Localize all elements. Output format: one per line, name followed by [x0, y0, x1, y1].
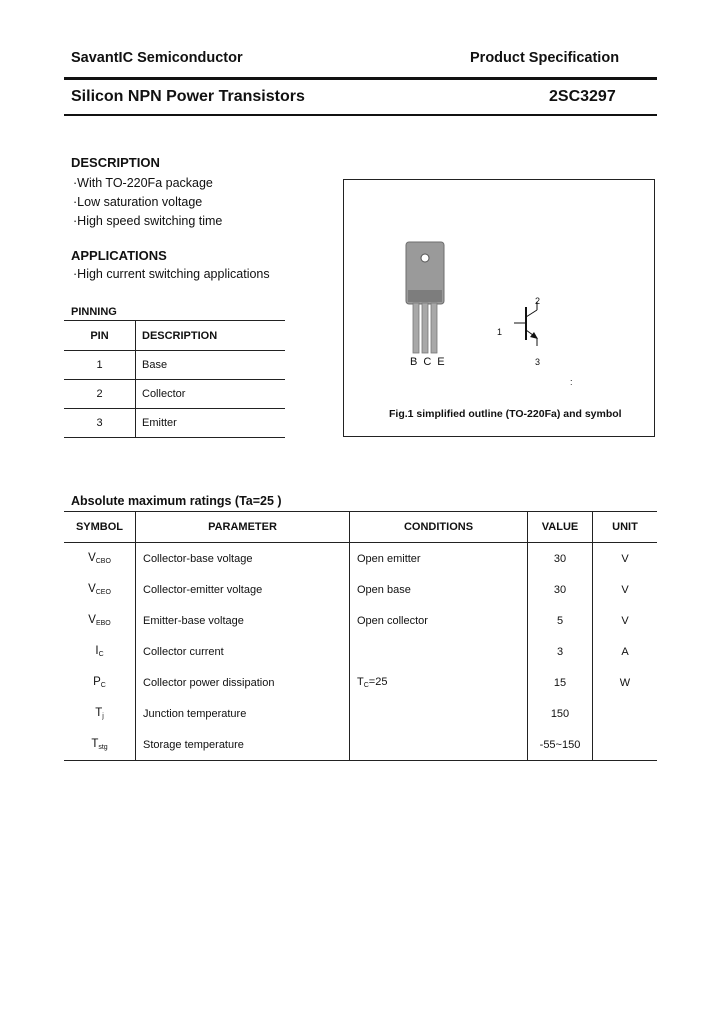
symbol-label-emitter: 3: [535, 357, 541, 367]
pinning-header-row: [64, 321, 285, 351]
parameter-cell: Collector power dissipation: [136, 667, 350, 698]
unit-header: UNIT: [593, 512, 658, 543]
table-row: [64, 698, 657, 729]
applications-item: ·High current switching applications: [73, 267, 270, 281]
value-cell: 30: [528, 574, 593, 605]
table-row: [64, 729, 657, 761]
symbol-letter: P: [93, 676, 101, 688]
pin-number: 3: [64, 409, 136, 438]
conditions-cell: [350, 636, 528, 667]
pin-number: 2: [64, 380, 136, 409]
pin-header: PIN: [64, 321, 136, 351]
description-item: ·Low saturation voltage: [73, 195, 203, 209]
symbol-header: SYMBOL: [64, 512, 136, 543]
table-row: [64, 667, 657, 698]
lead-label-c: C: [423, 356, 438, 368]
symbol-subscript: CBO: [95, 558, 111, 565]
symbol-cell: [64, 729, 136, 761]
symbol-collector-line: [526, 310, 537, 317]
condition-subscript: C: [363, 682, 369, 689]
table-row: [64, 574, 657, 605]
description-item: ·With TO-220Fa package: [73, 176, 213, 190]
condition-value: =25: [368, 676, 388, 688]
description-item: ·High speed switching time: [73, 214, 223, 228]
symbol-subscript: CEO: [95, 589, 111, 596]
parameter-cell: Emitter-base voltage: [136, 605, 350, 636]
table-row: [64, 636, 657, 667]
conditions-cell: [350, 698, 528, 729]
symbol-subscript: stg: [98, 744, 108, 751]
header-rule-top: [64, 77, 657, 80]
conditions-cell: Open collector: [350, 605, 528, 636]
table-row: [64, 351, 285, 380]
lead-labels: [410, 356, 451, 368]
value-cell: 3: [528, 636, 593, 667]
table-row: [64, 409, 285, 438]
parameter-cell: Storage temperature: [136, 729, 350, 761]
pin-description: Emitter: [136, 409, 286, 438]
symbol-emitter-arrow: [530, 332, 538, 339]
table-row: [64, 605, 657, 636]
parameter-cell: Collector current: [136, 636, 350, 667]
package-lower-band: [408, 290, 442, 302]
value-cell: -55~150: [528, 729, 593, 761]
unit-cell: V: [621, 552, 629, 565]
conditions-cell: [350, 729, 528, 761]
parameter-cell: Collector-emitter voltage: [136, 574, 350, 605]
unit-cell: [593, 729, 658, 761]
stray-mark: :: [570, 377, 573, 387]
symbol-letter: V: [88, 583, 96, 595]
symbol-letter: V: [88, 552, 96, 564]
package-drawing: [344, 180, 654, 436]
unit-cell: V: [621, 583, 629, 596]
conditions-cell: Open base: [350, 574, 528, 605]
symbol-letter: I: [95, 645, 99, 657]
pin-number: 1: [64, 351, 136, 380]
description-title: DESCRIPTION: [71, 155, 160, 170]
symbol-cell: [64, 636, 136, 667]
ratings-title: Absolute maximum ratings (Ta=25 ): [71, 494, 282, 508]
mounting-hole: [421, 254, 429, 262]
symbol-letter: T: [91, 738, 99, 750]
figure-caption: Fig.1 simplified outline (TO-220Fa) and symbol: [389, 408, 622, 420]
lead-label-b: B: [410, 356, 424, 368]
value-cell: 30: [528, 543, 593, 575]
lead-base: [413, 303, 419, 353]
symbol-letter: T: [95, 707, 103, 719]
unit-cell: A: [621, 645, 629, 658]
value-cell: 5: [528, 605, 593, 636]
condition-letter: T: [357, 676, 364, 688]
symbol-cell: [64, 667, 136, 698]
value-cell: 150: [528, 698, 593, 729]
applications-title: APPLICATIONS: [71, 248, 167, 263]
part-number: 2SC3297: [549, 88, 616, 105]
unit-cell: W: [619, 676, 631, 689]
conditions-cell: Open emitter: [350, 543, 528, 575]
conditions-cell: [350, 667, 528, 698]
table-row: [64, 543, 657, 575]
header-rule-bottom: [64, 114, 657, 116]
table-row: [64, 380, 285, 409]
pin-description: Base: [136, 351, 286, 380]
unit-cell: V: [621, 614, 629, 627]
symbol-subscript: EBO: [95, 620, 111, 627]
symbol-cell: [64, 574, 136, 605]
symbol-cell: [64, 698, 136, 729]
symbol-cell: [64, 605, 136, 636]
symbol-subscript: C: [100, 682, 106, 689]
pin-description: Collector: [136, 380, 286, 409]
symbol-letter: V: [88, 614, 96, 626]
parameter-cell: Junction temperature: [136, 698, 350, 729]
pinning-table: [64, 321, 285, 438]
value-cell: 15: [528, 667, 593, 698]
ratings-table: [64, 511, 657, 761]
pin-description-header: DESCRIPTION: [136, 321, 286, 351]
unit-cell: [593, 698, 658, 729]
product-line: Silicon NPN Power Transistors: [71, 88, 305, 105]
symbol-cell: [64, 543, 136, 575]
lead-collector: [422, 303, 428, 353]
spec-label: Product Specification: [470, 50, 620, 66]
symbol-subscript: C: [98, 651, 104, 658]
company-name: SavantIC Semiconductor: [71, 50, 243, 66]
figure-box: [343, 179, 655, 437]
lead-emitter: [431, 303, 437, 353]
value-header: VALUE: [528, 512, 593, 543]
parameter-cell: Collector-base voltage: [136, 543, 350, 575]
symbol-label-base: 1: [497, 327, 503, 337]
symbol-subscript: j: [102, 713, 104, 720]
conditions-header: CONDITIONS: [350, 512, 528, 543]
pinning-title: PINNING: [71, 306, 117, 318]
parameter-header: PARAMETER: [136, 512, 350, 543]
symbol-label-collector: 2: [535, 296, 541, 306]
lead-label-e: E: [437, 356, 451, 368]
description-list: [73, 174, 222, 231]
ratings-header-row: [64, 512, 657, 543]
